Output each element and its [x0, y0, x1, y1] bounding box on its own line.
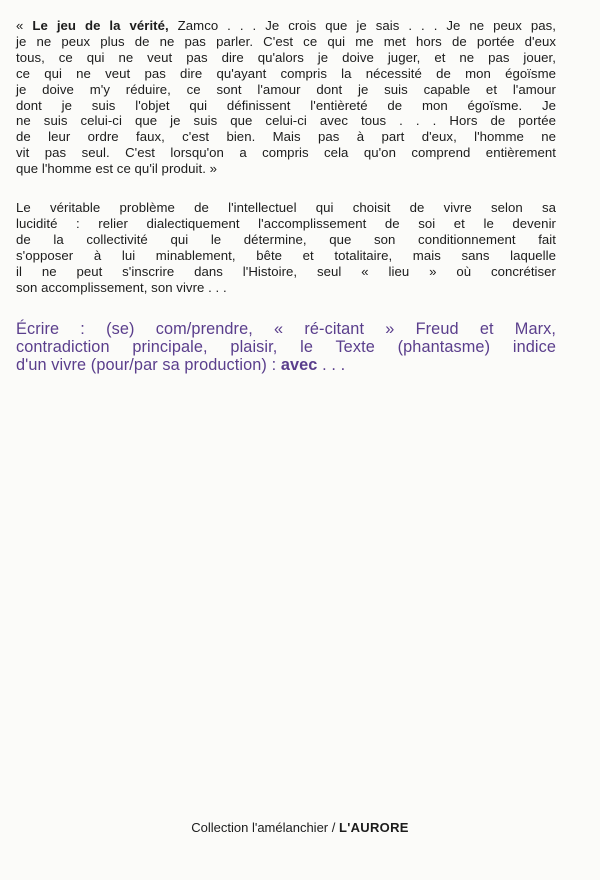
- quote-line-3: tous, ce qui ne veut pas dire qu'alors je doive juger, et ne pas jouer,: [16, 49, 556, 65]
- quote-line-8: de leur ordre faux, c'est bien. Mais pas à part d'eux, l'homme ne: [16, 129, 556, 145]
- quote-line-1: [16, 18, 556, 34]
- quote-line-4: ce qui ne veut pas dire qu'ayant compris la nécessité de mon égoïsme: [16, 65, 556, 81]
- quote-line-7: ne suis celui-ci que je suis que celui-ci avec tous . . . Hors de portée: [16, 113, 556, 129]
- purple-paragraph: [16, 320, 556, 374]
- quote-line-5: je doive m'y réduire, ce sont l'amour dont je suis capable et l'amour: [16, 81, 556, 97]
- body-paragraph: [16, 200, 556, 295]
- purple-line-3-text: d'un vivre (pour/par sa production) :: [16, 356, 281, 374]
- publisher-footer: [0, 820, 600, 836]
- quote-title: Le jeu de la vérité,: [32, 18, 169, 33]
- body-line-3: de la collectivité qui le détermine, que son conditionnement fait: [16, 231, 556, 247]
- body-line-2: lucidité : relier dialectiquement l'accomplissement de soi et le devenir: [16, 215, 556, 231]
- collection-name: Collection l'amélanchier /: [191, 820, 339, 835]
- quote-text: Zamco . . . Je crois que je sais . . . Je ne peux pas,: [168, 18, 556, 33]
- purple-line-1: Écrire : (se) com/prendre, « ré-citant » Freud et Marx,: [16, 320, 556, 338]
- publisher-name: L'AURORE: [338, 820, 409, 835]
- quote-line-2: je ne peux plus de ne pas parler. C'est ce qui me met hors de portée d'eux: [16, 33, 556, 49]
- quote-paragraph: [16, 18, 556, 177]
- quote-line-10: que l'homme est ce qu'il produit. »: [16, 161, 218, 177]
- purple-final-bold: avec: [280, 356, 318, 374]
- body-line-5: il ne peut s'inscrire dans l'Histoire, seul « lieu » où concrétiser: [16, 263, 556, 279]
- body-line-1: Le véritable problème de l'intellectuel qui choisit de vivre selon sa: [16, 200, 556, 215]
- body-line-4: s'opposer à lui minablement, bête et totalitaire, mais sans laquelle: [16, 247, 556, 263]
- purple-line-3: [16, 356, 556, 374]
- body-line-6: son accomplissement, son vivre . . .: [16, 279, 227, 295]
- purple-final-tail: . . .: [317, 356, 346, 374]
- purple-line-2: contradiction principale, plaisir, le Texte (phantasme) indice: [16, 338, 556, 356]
- open-quote: «: [16, 18, 33, 33]
- quote-line-9: vit pas seul. C'est lorsqu'on a compris cela qu'on comprend entièrement: [16, 145, 556, 161]
- quote-line-6: dont je suis l'objet qui définissent l'entièreté de mon égoïsme. Je: [16, 97, 556, 113]
